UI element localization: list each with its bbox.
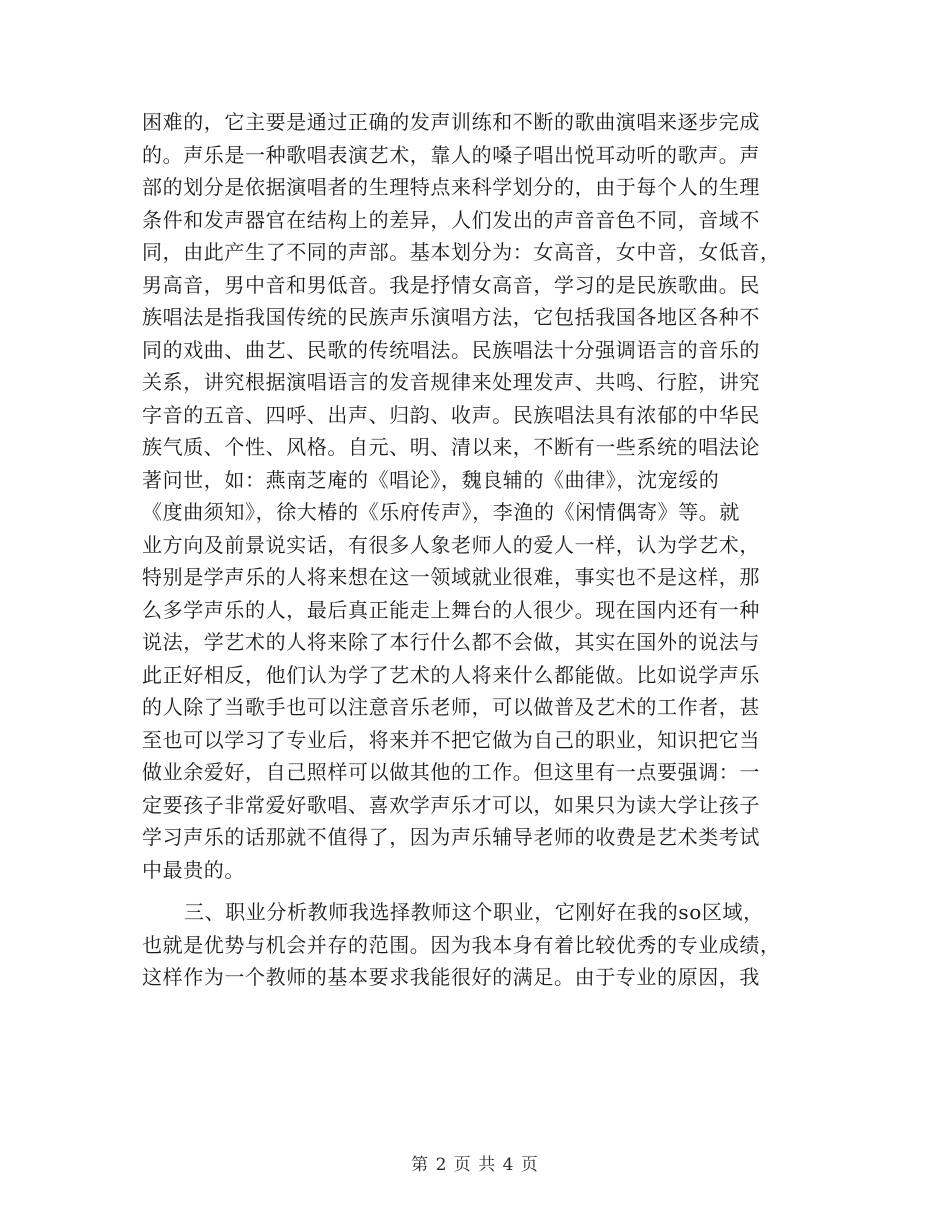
- paragraph: [142, 106, 802, 886]
- page-number-footer: 第 2 页 共 4 页: [411, 1155, 539, 1175]
- text-line: 学习声乐的话那就不值得了，因为声乐辅导老师的收费是艺术类考试: [142, 825, 760, 849]
- text-line: 男高音，男中音和男低音。我是抒情女高音，学习的是民族歌曲。民: [142, 272, 760, 297]
- text-line: 三、职业分析教师我选择教师这个职业，它刚好在我的so区域，: [184, 900, 764, 924]
- text-line: 同，由此产生了不同的声部。基本划分为：女高音，女中音，女低音，: [142, 240, 781, 264]
- text-line: 做业余爱好，自己照样可以做其他的工作。但这里有一点要强调：一: [142, 760, 760, 784]
- text-line: 么多学声乐的人，最后真正能走上舞台的人很少。现在国内还有一种: [142, 597, 760, 622]
- text-line: 关系，讲究根据演唱语言的发音规律来处理发声、共鸣、行腔，讲究: [142, 370, 760, 394]
- text-line: 条件和发声器官在结构上的差异，人们发出的声音音色不同，音域不: [142, 207, 760, 232]
- text-line: 说法，学艺术的人将来除了本行什么都不会做，其实在国外的说法与: [142, 630, 760, 654]
- text-line: 同的戏曲、曲艺、民歌的传统唱法。民族唱法十分强调语言的音乐的: [142, 337, 760, 362]
- text-line: 也就是优势与机会并存的范围。因为我本身有着比较优秀的专业成绩，: [142, 932, 781, 957]
- text-line: 至也可以学习了专业后，将来并不把它做为自己的职业，知识把它当: [142, 727, 760, 752]
- text-line: 族唱法是指我国传统的民族声乐演唱方法，它包括我国各地区各种不: [142, 305, 760, 329]
- text-line: 著问世，如：燕南芝庵的《唱论》，魏良辅的《曲律》，沈宠绥的: [142, 467, 720, 492]
- text-line: 定要孩子非常爱好歌唱、喜欢学声乐才可以，如果只为读大学让孩子: [142, 792, 760, 817]
- text-line: 此正好相反，他们认为学了艺术的人将来什么都能做。比如说学声乐: [142, 662, 760, 687]
- text-line: 业方向及前景说实话，有很多人象老师人的爱人一样，认为学艺术，: [142, 532, 760, 557]
- text-line: 困难的，它主要是通过正确的发声训练和不断的歌曲演唱来逐步完成: [142, 110, 760, 134]
- text-line: 中最贵的。: [142, 857, 245, 882]
- text-line: 部的划分是依据演唱者的生理特点来科学划分的，由于每个人的生理: [142, 175, 760, 199]
- text-line: 族气质、个性、风格。自元、明、清以来，不断有一些系统的唱法论: [142, 435, 760, 459]
- text-line: 这样作为一个教师的基本要求我能很好的满足。由于专业的原因，我: [142, 965, 760, 989]
- text-line: 的。声乐是一种歌唱表演艺术，靠人的嗓子唱出悦耳动听的歌声。声: [142, 142, 760, 167]
- text-line: 字音的五音、四呼、出声、归韵、收声。民族唱法具有浓郁的中华民: [142, 402, 760, 427]
- text-line: 《度曲须知》，徐大椿的《乐府传声》，李渔的《闲情偶寄》等。就: [142, 500, 740, 524]
- paragraph: [142, 896, 802, 994]
- document-body: [142, 106, 802, 994]
- text-line: 特别是学声乐的人将来想在这一领域就业很难，事实也不是这样，那: [142, 565, 760, 589]
- text-line: 的人除了当歌手也可以注意音乐老师，可以做普及艺术的工作者，甚: [142, 695, 760, 719]
